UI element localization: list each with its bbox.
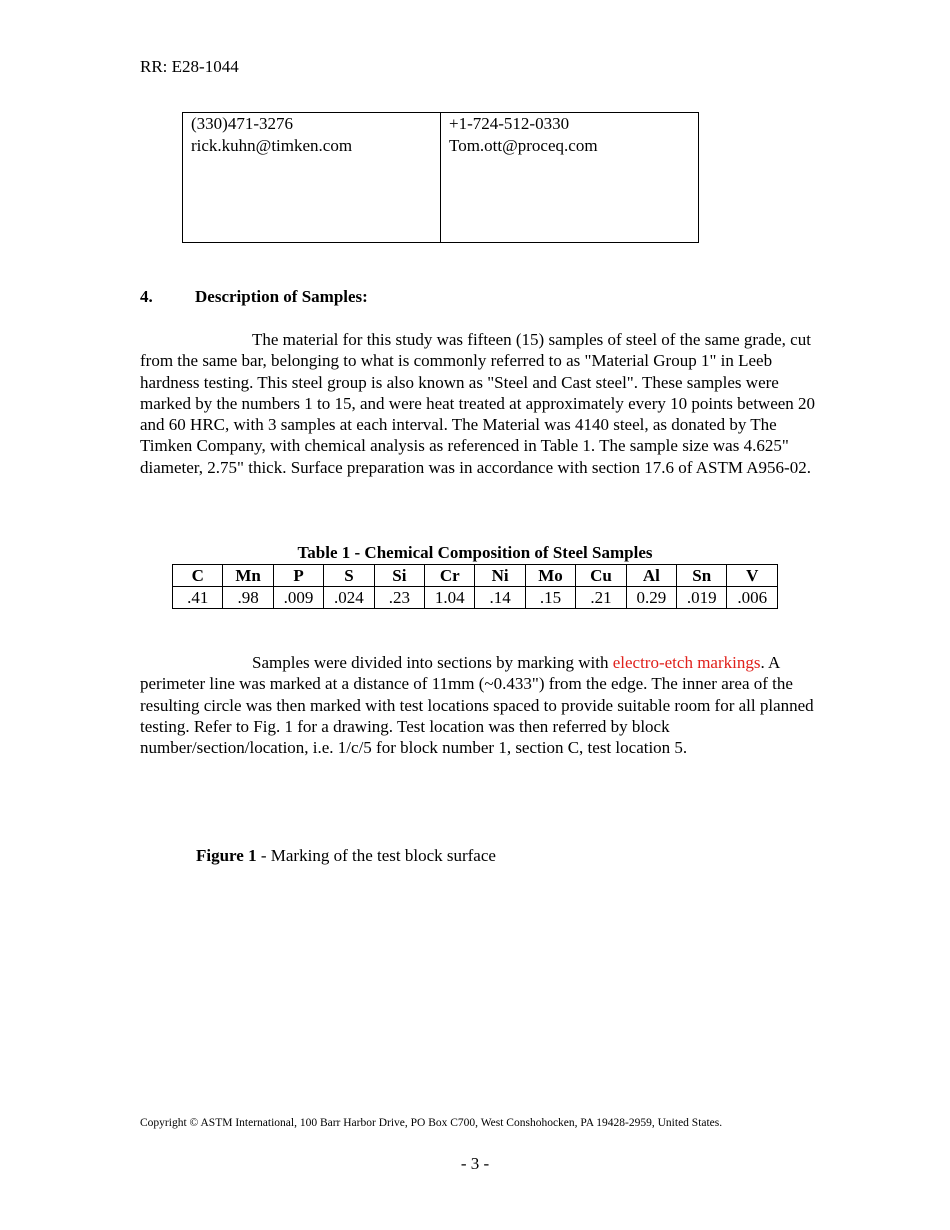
table-header-cell: V — [727, 565, 778, 587]
paragraph-lead: Samples were divided into sections by marking with — [252, 653, 613, 672]
table-cell: .41 — [173, 587, 223, 609]
table-header-cell: C — [173, 565, 223, 587]
table-cell: .23 — [374, 587, 424, 609]
section-title: Description of Samples: — [195, 287, 368, 306]
paragraph-sections — [140, 652, 820, 758]
contact-cell-1 — [183, 113, 441, 243]
table-cell: 0.29 — [626, 587, 676, 609]
copyright-notice: Copyright © ASTM International, 100 Barr Harbor Drive, PO Box C700, West Conshohocken, PA 19428-2959, United States. — [140, 1117, 723, 1129]
table-header-cell: Mn — [223, 565, 273, 587]
table-header-cell: Si — [374, 565, 424, 587]
table-row — [173, 587, 778, 609]
figure-caption-text: - Marking of the test block surface — [256, 846, 496, 865]
table-caption: Table 1 - Chemical Composition of Steel Samples — [297, 543, 653, 562]
table-header-cell: S — [324, 565, 374, 587]
table-header-cell: Mo — [525, 565, 575, 587]
section-heading — [140, 287, 368, 307]
table-header-cell: Ni — [475, 565, 525, 587]
table-cell: .98 — [223, 587, 273, 609]
table-cell: .006 — [727, 587, 778, 609]
table-cell: .21 — [576, 587, 626, 609]
paragraph-rest: . A perimeter line was marked at a distance of 11mm (~0.433") from the edge. The inner area of the resulting circle was then marked with test locations spaced to provide suitable room for all planned testing. Refer to Fig. 1 for a drawing. Test location was then referred by block number/section/location, i.e. 1/c/5 for block number 1, section C, test location 5. — [140, 653, 814, 758]
paragraph-samples — [140, 329, 820, 478]
table-cell: .009 — [273, 587, 323, 609]
highlighted-text: electro-etch markings — [612, 653, 761, 672]
contact-email: Tom.ott@proceq.com — [449, 136, 598, 155]
table-header-cell: Sn — [677, 565, 727, 587]
contact-phone: +1-724-512-0330 — [449, 114, 570, 133]
table-header-cell: Al — [626, 565, 676, 587]
figure-caption — [196, 846, 496, 866]
report-id: RR: E28-1044 — [140, 57, 239, 76]
section-number: 4. — [140, 287, 153, 306]
table-cell: .15 — [525, 587, 575, 609]
contact-email: rick.kuhn@timken.com — [191, 136, 353, 155]
page-number: - 3 - — [460, 1154, 490, 1173]
table-header-cell: Cu — [576, 565, 626, 587]
contact-phone: (330)471-3276 — [191, 114, 293, 133]
table-cell: .14 — [475, 587, 525, 609]
table-cell: .024 — [324, 587, 374, 609]
table-cell: 1.04 — [425, 587, 475, 609]
table-header-cell: Cr — [425, 565, 475, 587]
table-header-row — [173, 565, 778, 587]
chemical-composition-table — [172, 564, 778, 609]
table-cell: .019 — [677, 587, 727, 609]
paragraph-text: The material for this study was fifteen (15) samples of steel of the same grade, cut from the same bar, belonging to what is commonly referred to as "Material Group 1" in Leeb hardness testing. This steel group is also known as "Steel and Cast steel". These samples were marked by the numbers 1 to 15, and were heat treated at approximately every 10 points between 20 and 60 HRC, with 3 samples at each interval. The Material was 4140 steel, as donated by The Timken Company, with chemical analysis as referenced in Table 1. The sample size was 4.625" diameter, 2.75" thick. Surface preparation was in accordance with section 17.6 of ASTM A956-02. — [140, 330, 816, 477]
contact-cell-2 — [441, 113, 699, 243]
contact-table — [182, 112, 699, 243]
table-header-cell: P — [273, 565, 323, 587]
figure-label: Figure 1 — [196, 846, 257, 865]
